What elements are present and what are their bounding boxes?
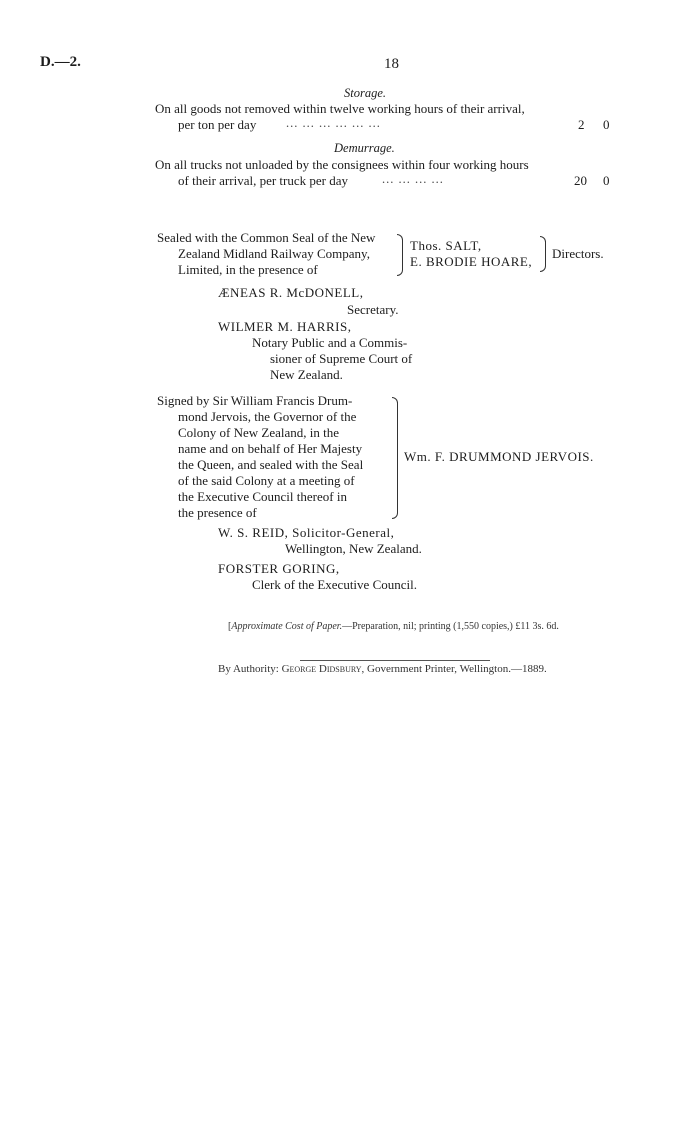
signed-line-2: mond Jervois, the Governor of the [178,409,357,424]
authority-line [218,663,547,675]
storage-leader-dots: ... ... ... ... ... ... [286,116,381,130]
governor-signature: Wm. F. DRUMMOND JERVOIS. [404,449,594,464]
cost-note-label: Approximate Cost of Paper. [231,621,343,632]
secretary-title: Secretary. [347,302,399,317]
signed-line-3: Colony of New Zealand, in the [178,425,340,440]
notary-title-line-3: New Zealand. [270,367,343,382]
demurrage-heading: Demurrage. [334,141,395,155]
storage-amount-pence: 0 [603,117,610,132]
signed-line-1: Signed by Sir William Francis Drum- [157,393,353,408]
storage-line-2: per ton per day [178,117,257,132]
witness-2-name: FORSTER GORING, [218,561,340,576]
directors-brace [540,236,546,272]
seal-line-2: Zealand Midland Railway Company, [178,246,370,261]
storage-line-1: On all goods not removed within twelve working hours of their arrival, [155,101,525,116]
document-reference: D.—2. [40,54,81,70]
secretary-name: ÆNEAS R. McDONELL, [218,285,364,300]
authority-rule [300,660,490,661]
witness-2-title: Clerk of the Executive Council. [252,577,417,592]
witness-1-place: Wellington, New Zealand. [285,541,422,556]
page-number: 18 [384,56,399,72]
signed-line-6: of the said Colony at a meeting of [178,473,355,488]
signed-line-8: the presence of [178,505,257,520]
notary-title-line-1: Notary Public and a Commis- [252,335,408,350]
witness-1-name: W. S. REID, Solicitor-General, [218,525,395,540]
storage-heading: Storage. [344,86,387,100]
directors-label: Directors. [552,246,604,261]
seal-brace [397,234,403,276]
notary-title-line-2: sioner of Supreme Court of [270,351,413,366]
seal-line-1: Sealed with the Common Seal of the New [157,230,376,245]
director-2: E. BRODIE HOARE, [410,254,533,269]
authority-suffix: , Government Printer, Wellington.—1889. [361,663,547,675]
cost-note-text: —Preparation, nil; printing (1,550 copies,) £11 3s. 6d. [342,621,559,632]
signed-line-5: the Queen, and sealed with the Seal [178,457,364,472]
authority-prefix: By Authority: [218,663,279,675]
cost-note: [Approximate Cost of Paper.—Preparation, nil; printing (1,550 copies,) £11 3s. 6d. [228,621,559,632]
storage-amount-shillings: 2 [578,117,585,132]
signed-line-4: name and on behalf of Her Majesty [178,441,363,456]
demurrage-amount-pence: 0 [603,173,610,188]
demurrage-leader-dots: ... ... ... ... [382,172,444,186]
demurrage-amount-shillings: 20 [574,173,587,188]
signed-line-7: the Executive Council thereof in [178,489,347,504]
notary-name: WILMER M. HARRIS, [218,319,352,334]
director-1: Thos. SALT, [410,238,482,253]
authority-printer: George Didsbury [281,663,362,675]
demurrage-line-1: On all trucks not unloaded by the consignees within four working hours [155,157,529,172]
seal-line-3: Limited, in the presence of [178,262,318,277]
demurrage-line-2: of their arrival, per truck per day [178,173,349,188]
signed-brace [392,397,398,519]
